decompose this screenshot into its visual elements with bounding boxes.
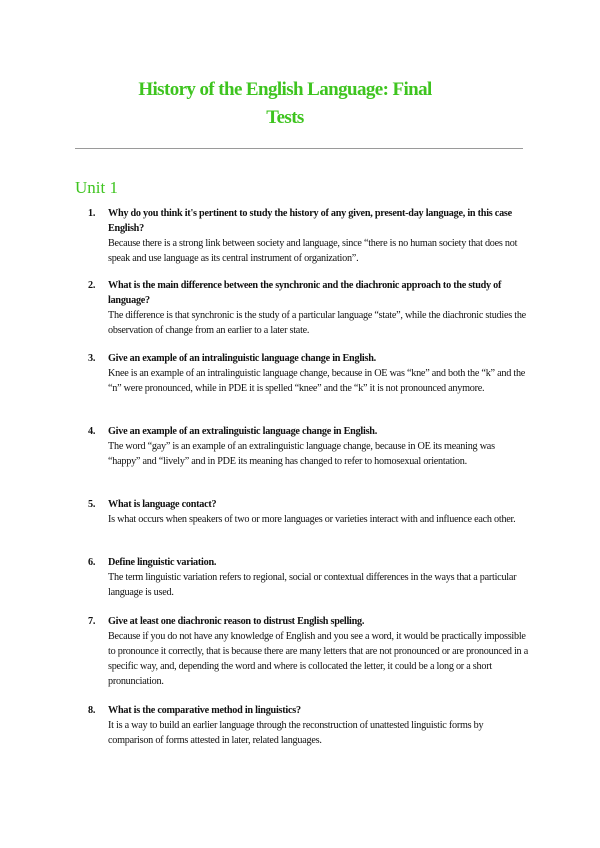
question-item bbox=[88, 614, 528, 689]
question-item bbox=[88, 424, 528, 469]
answer-text: Because there is a strong link between society and language, since “there is no human society that does not speak and use language as its central instrument of organization”. bbox=[108, 238, 518, 264]
question-number: 8. bbox=[88, 705, 96, 716]
question-number: 7. bbox=[88, 616, 96, 627]
question-number: 2. bbox=[88, 280, 96, 291]
question-text: Why do you think it's pertinent to study the history of any given, present-day language, in this case English? bbox=[108, 208, 512, 234]
question-number: 4. bbox=[88, 426, 96, 437]
question-text: What is the comparative method in linguistics? bbox=[108, 705, 301, 716]
question-item bbox=[88, 351, 528, 396]
answer-text: Because if you do not have any knowledge of English and you see a word, it would be practically impossible to pronounce it correctly, that is because there are many letters that are not pronounced or are pronounced in a specific way, and, depending the word and where is collocated the letter, it could be a long or a short pronunciation. bbox=[108, 631, 528, 687]
answer-text: The word “gay” is an example of an extralinguistic language change, because in OE its meaning was “happy” and “lively” and in PDE its meaning has changed to refer to homosexual orientation. bbox=[108, 441, 495, 467]
answer-text: It is a way to build an earlier language through the reconstruction of unattested linguistic forms by comparison of forms attested in later, related languages. bbox=[108, 720, 484, 746]
question-text: What is language contact? bbox=[108, 499, 217, 510]
question-text: Give an example of an extralinguistic language change in English. bbox=[108, 426, 378, 437]
horizontal-divider bbox=[75, 148, 523, 149]
question-item bbox=[88, 206, 528, 266]
question-text: Give at least one diachronic reason to distrust English spelling. bbox=[108, 616, 365, 627]
question-list bbox=[88, 206, 528, 746]
answer-text: Is what occurs when speakers of two or more languages or varieties interact with and influence each other. bbox=[108, 514, 516, 525]
question-text: Give an example of an intralinguistic language change in English. bbox=[108, 353, 376, 364]
question-text: What is the main difference between the synchronic and the diachronic approach to the study of language? bbox=[108, 280, 502, 306]
question-item bbox=[88, 278, 528, 338]
answer-text: Knee is an example of an intralinguistic language change, because in OE was “kne” and both the “k” and the “n” were pronounced, while in PDE it is spelled “knee” and the “k” it is not pronounced anymore. bbox=[108, 368, 526, 394]
question-text: Define linguistic variation. bbox=[108, 557, 217, 568]
question-number: 1. bbox=[88, 208, 96, 219]
unit-heading: Unit 1 bbox=[75, 178, 118, 197]
question-number: 5. bbox=[88, 499, 96, 510]
document-title: History of the English Language: Final Tests bbox=[138, 79, 432, 128]
answer-text: The difference is that synchronic is the study of a particular language “state”, while the diachronic studies the observation of change from an earlier to a later state. bbox=[108, 310, 526, 336]
question-item bbox=[88, 555, 528, 600]
question-number: 6. bbox=[88, 557, 96, 568]
question-number: 3. bbox=[88, 353, 96, 364]
answer-text: The term linguistic variation refers to regional, social or contextual differences in the ways that a particular language is used. bbox=[108, 572, 517, 598]
question-item bbox=[88, 497, 528, 527]
question-item bbox=[88, 703, 528, 748]
